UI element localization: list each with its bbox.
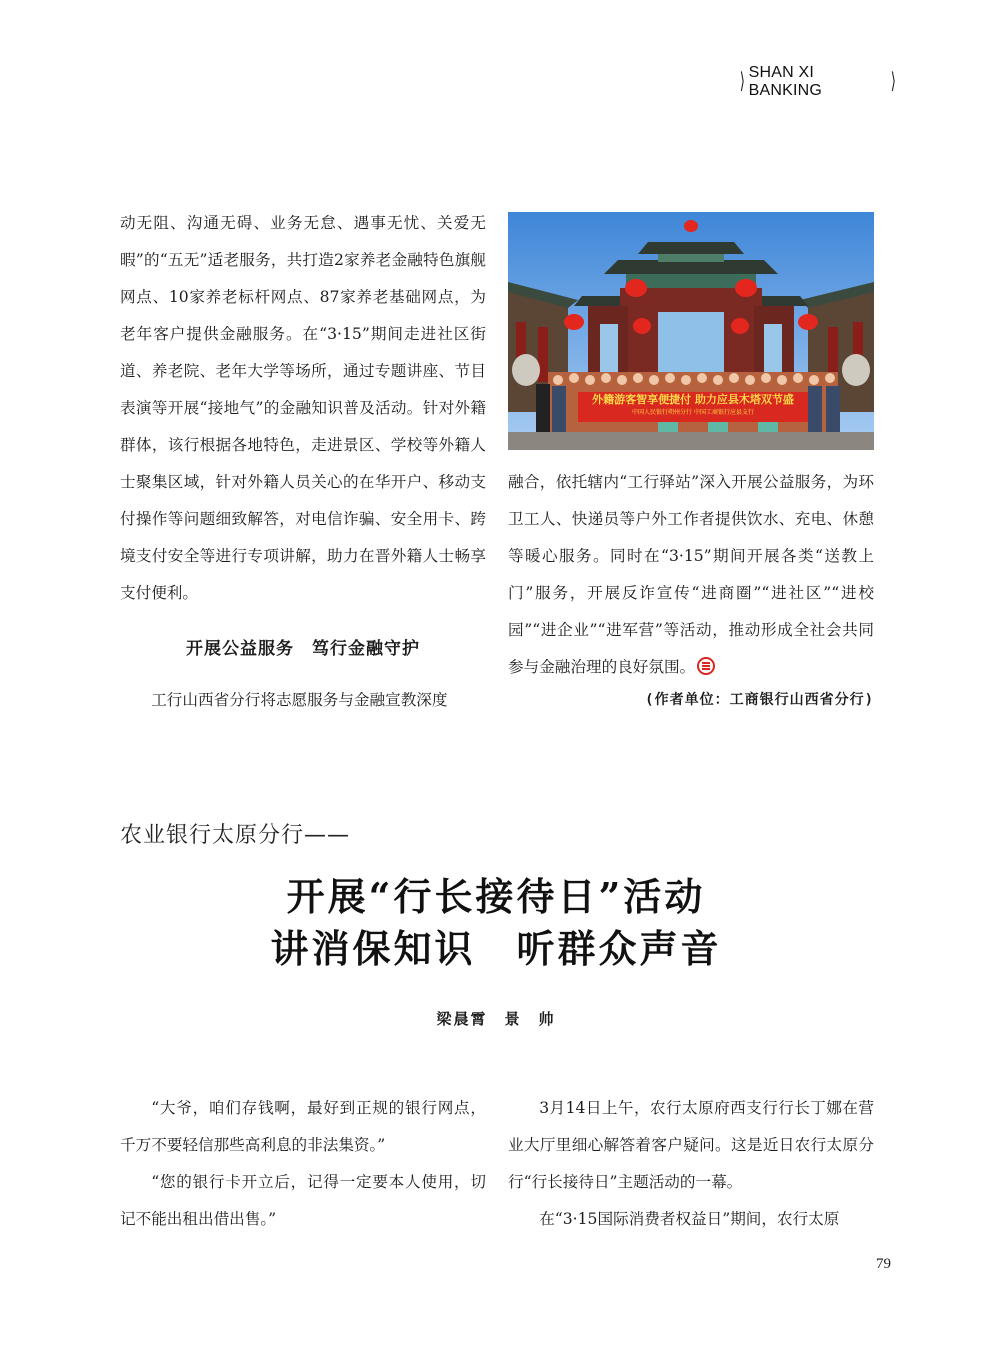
section-header-tag xyxy=(738,64,898,99)
page-number: 79 xyxy=(876,1256,891,1272)
upper-right-column xyxy=(508,464,874,712)
upper-left-column xyxy=(120,205,486,719)
photo-banner xyxy=(578,392,808,422)
author-unit: (作者单位：工商银行山西省分行) xyxy=(645,692,874,708)
article-right-paragraph-2: 在“3·15国际消费者权益日”期间，农行太原 xyxy=(539,1210,840,1228)
section-subheading: 开展公益服务 笃行金融守护 xyxy=(186,639,420,659)
article-left-column xyxy=(120,1090,486,1238)
end-mark-icon xyxy=(697,652,715,670)
article-kicker: 农业银行太原分行—— xyxy=(120,823,351,848)
bracket-left-icon: ⟩ xyxy=(739,69,745,94)
photo-banner-main: 外籍游客智享便捷付 助力应县木塔双节盛 xyxy=(592,393,794,406)
bracket-right-icon: ⟩ xyxy=(891,69,897,94)
upper-left-paragraph: 动无阻、沟通无碍、业务无怠、遇事无忧、关爱无暇”的“五无”适老服务，共打造2家养老金融特色旗舰网点、10家养老标杆网点、87家养老基础网点，为老年客户提供金融服务。在“3·15”期间走进社区街道、养老院、老年大学等场所，通过专题讲座、节目表演等开展“接地气”的金融知识普及活动。针对外籍群体，该行根据各地特色，走进景区、学校等外籍人士聚集区域，针对外籍人员关心的在华开户、移动支付操作等问题细致解答，对电信诈骗、安全用卡、跨境支付安全等进行专项讲解，助力在晋外籍人士畅享支付便利。 xyxy=(120,214,486,602)
article-left-paragraph-1: “大爷，咱们存钱啊，最好到正规的银行网点，千万不要轻信那些高利息的非法集资。” xyxy=(120,1099,486,1154)
event-photo xyxy=(508,212,874,450)
upper-right-paragraph xyxy=(508,464,874,686)
article-authors: 梁晨霄 景 帅 xyxy=(436,1010,556,1028)
upper-left-last-line: 工行山西省分行将志愿服务与金融宣教深度 xyxy=(151,691,448,709)
photo-banner-sub: 中国人民银行朔州分行 中国工商银行应县支行 xyxy=(632,409,754,416)
section-label: SHAN XI BANKING xyxy=(748,64,823,99)
article-right-paragraph-1: 3月14日上午，农行太原府西支行行长丁娜在营业大厅里细心解答着客户疑问。这是近日农行太原分行“行长接待日”主题活动的一幕。 xyxy=(508,1099,874,1191)
article-right-column xyxy=(508,1090,874,1238)
article-left-paragraph-2: “您的银行卡开立后，记得一定要本人使用，切记不能出租出借出售。” xyxy=(120,1173,486,1228)
article-title-line-2: 讲消保知识 听群众声音 xyxy=(270,926,722,971)
upper-right-text: 融合，依托辖内“工行驿站”深入开展公益服务，为环卫工人、快递员等户外工作者提供饮水、充电、休憩等暖心服务。同时在“3·15”期间开展各类“送教上门”服务，开展反诈宣传“进商圈”“进社区”“进校园”“进企业”“进军营”等活动，推动形成全社会共同参与金融治理的良好氛围。 xyxy=(508,473,874,676)
article-title-line-1: 开展“行长接待日”活动 xyxy=(286,874,706,919)
